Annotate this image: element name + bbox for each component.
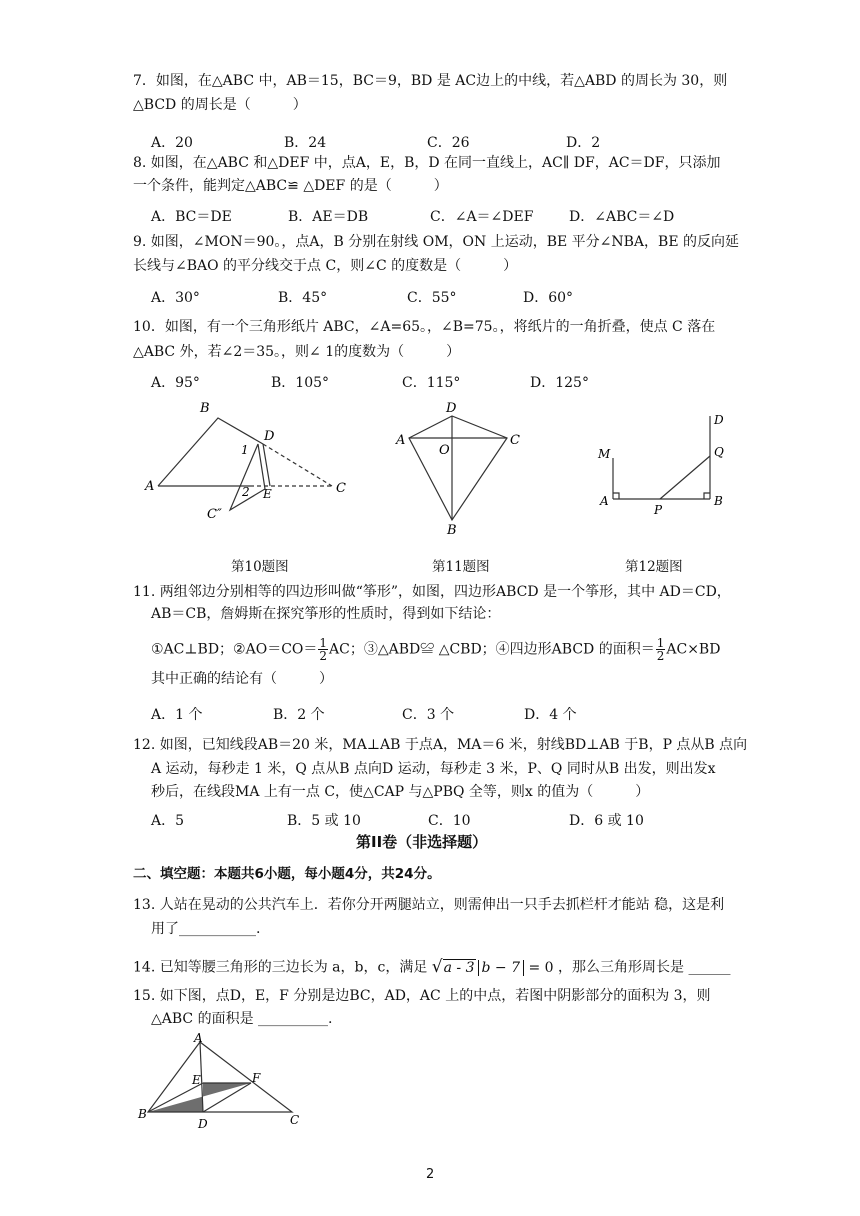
sqrt-radical-icon: √: [431, 957, 443, 977]
q7-option-a: A．20: [151, 135, 193, 151]
fig12-label-a: A: [600, 494, 609, 508]
q11-option-d: D．4 个: [524, 707, 577, 723]
q12-line-2: A 运动，每秒走 1 米，Q 点从B 点向D 运动，每秒走 3 米，P、Q 同时从B 出发，则出发x: [151, 761, 716, 777]
fig11-caption: 第11题图: [432, 559, 490, 575]
q10-option-d: D．125°: [530, 375, 589, 391]
fig12-label-m: M: [598, 447, 611, 461]
fig12-label-d: D: [714, 413, 724, 427]
q12-option-b: B．5 或 10: [287, 813, 361, 829]
fig10-label-c-prime: C″: [207, 507, 222, 522]
q10-line-1: 10．如图，有一个三角形纸片 ABC，∠A=65。，∠B=75。，将纸片的一角折叠，使点 C 落在: [133, 319, 716, 335]
fig10-label-e: E: [263, 487, 272, 501]
q11-fraction-half-1: $\frac{1}{2}$: [319, 636, 328, 663]
figure-10: [140, 398, 360, 528]
q14-text-pre: 14. 已知等腰三角形的三边长为 a，b，c，满足: [133, 959, 428, 976]
q9-option-c: C．55°: [407, 290, 457, 306]
fig15-label-a: A: [194, 1032, 203, 1045]
q8-line-2: 一个条件，能判定△ABC≌ △DEF 的是（ ）: [133, 178, 448, 194]
fig12-caption: 第12题图: [625, 559, 683, 575]
q14-text-post: ，那么三角形周长是 ______: [558, 959, 731, 976]
q7-option-b: B．24: [284, 135, 327, 151]
fig15-shaded-region: [148, 1083, 251, 1112]
q14-absolute-value: b − 7: [478, 960, 525, 976]
fig15-label-b: B: [138, 1107, 147, 1121]
fig15-label-c: C: [290, 1113, 300, 1127]
q7-option-d: D．2: [566, 135, 601, 151]
q9-option-b: B．45°: [278, 290, 328, 306]
q15-line-2: △ABC 的面积是 __________.: [151, 1011, 333, 1027]
q12-option-d: D．6 或 10: [569, 813, 644, 829]
q14-line: [133, 956, 730, 979]
fig11-label-c: C: [510, 433, 520, 448]
q14-equals-zero: = 0: [524, 960, 554, 976]
fig10-dashed-dc: [263, 444, 332, 486]
fig12-right-angle-b: [704, 493, 710, 499]
q10-option-c: C．115°: [402, 375, 461, 391]
q10-line-2: △ABC 外，若∠2＝35。，则∠ 1的度数为（ ）: [133, 344, 461, 360]
q9-line-2: 长线与∠BAO 的平分线交于点 C，则∠C 的度数是（ ）: [133, 258, 518, 274]
q13-line-1: 13. 人站在晃动的公共汽车上．若你分开两腿站立，则需伸出一只手去抓栏杆才能站 稳，这是利: [133, 897, 725, 913]
q13-line-2: 用了___________.: [151, 921, 261, 937]
fig10-label-c: C: [336, 481, 346, 496]
fig15-label-d: D: [198, 1117, 208, 1131]
q12-line-1: 12. 如图，已知线段AB＝20 米，MA⊥AB 于点A，MA＝6 米，射线BD⊥AB 于B，P 点从B 点向: [133, 737, 748, 753]
fig11-kite: [409, 416, 507, 520]
q11-option-b: B．2 个: [273, 707, 325, 723]
page-number: 2: [426, 1167, 435, 1182]
q7-option-c: C．26: [427, 135, 470, 151]
q8-option-c: C．∠A＝∠DEF: [430, 209, 534, 225]
q10-option-b: B．105°: [271, 375, 330, 391]
q10-option-a: A．95°: [151, 375, 200, 391]
fig10-caption: 第10题图: [231, 559, 289, 575]
fig15-label-e: E: [192, 1073, 201, 1087]
figure-12: [592, 406, 732, 516]
fig11-label-a: A: [396, 433, 406, 448]
q12-line-3: 秒后，在线段MA 上有一点 C，使△CAP 与△PBQ 全等，则x 的值为（ ）: [151, 784, 650, 800]
q11-option-a: A．1 个: [151, 707, 203, 723]
fig11-label-b: B: [447, 523, 457, 538]
fig10-label-b: B: [200, 401, 210, 416]
q9-line-1: 9. 如图，∠MON＝90。，点A，B 分别在射线 OM，ON 上运动，BE 平分∠NBA，BE 的反向延: [133, 234, 739, 250]
q11-fraction-half-2: $\frac{1}{2}$: [656, 636, 665, 663]
figure-11: [395, 398, 530, 538]
q14-formula: [432, 956, 554, 979]
q9-option-d: D．60°: [523, 290, 574, 306]
q8-option-a: A．BC＝DE: [151, 209, 232, 225]
q9-option-a: A．30°: [151, 290, 200, 306]
q11-line-2: AB＝CB，詹姆斯在探究筝形的性质时，得到如下结论：: [151, 606, 501, 622]
q8-option-d: D．∠ABC＝∠D: [569, 209, 675, 225]
fig12-segment-pq: [660, 456, 710, 499]
fig12-label-b: B: [714, 494, 723, 508]
fig10-label-angle1: 1: [241, 443, 249, 457]
q12-option-c: C．10: [428, 813, 471, 829]
fig11-label-o: O: [439, 443, 450, 458]
section-2-heading: 二、填空题：本题共6小题，每小题4分，共24分。: [133, 866, 441, 882]
fig10-label-angle2: 2: [242, 485, 250, 499]
fig12-label-q: Q: [714, 445, 724, 459]
q11-conclusions: [151, 637, 720, 662]
part2-title: 第II卷（非选择题）: [356, 833, 488, 851]
q7-line-2: △BCD 的周长是（ ）: [133, 97, 307, 113]
fig10-label-a: A: [145, 479, 155, 494]
fig12-right-angle-a: [613, 493, 619, 499]
figure-15: [136, 1032, 306, 1132]
fig12-label-p: P: [654, 503, 663, 516]
fig15-label-f: F: [252, 1071, 261, 1085]
q15-line-1: 15. 如下图，点D，E，F 分别是边BC，AD，AC 上的中点，若图中阴影部分的面积为 3，则: [133, 988, 711, 1004]
q11-conclusion-part-1: ①AC⊥BD；②AO＝CO＝: [151, 641, 318, 658]
q8-line-1: 8. 如图，在△ABC 和△DEF 中，点A，E，B，D 在同一直线上，AC∥ DF，AC＝DF，只添加: [133, 155, 721, 171]
q11-conclusion-part-2: AC；③△ABD≌ △CBD；④四边形ABCD 的面积＝: [329, 641, 655, 658]
q11-option-c: C．3 个: [402, 707, 455, 723]
q12-option-a: A．5: [151, 813, 185, 829]
q14-radicand: a - 3: [443, 960, 475, 976]
q8-option-b: B．AE＝DB: [288, 209, 369, 225]
q11-line-1: 11. 两组邻边分别相等的四边形叫做“筝形”，如图，四边形ABCD 是一个筝形，其中 AD＝CD，: [133, 584, 731, 600]
fig10-label-d: D: [264, 429, 275, 444]
fig11-label-d: D: [446, 401, 457, 416]
q11-conclusion-part-3: AC×BD: [666, 641, 721, 658]
q11-line-4: 其中正确的结论有（ ）: [151, 671, 333, 687]
q7-line-1: 7．如图，在△ABC 中，AB＝15，BC＝9，BD 是 AC边上的中线，若△ABD 的周长为 30，则: [133, 73, 728, 89]
